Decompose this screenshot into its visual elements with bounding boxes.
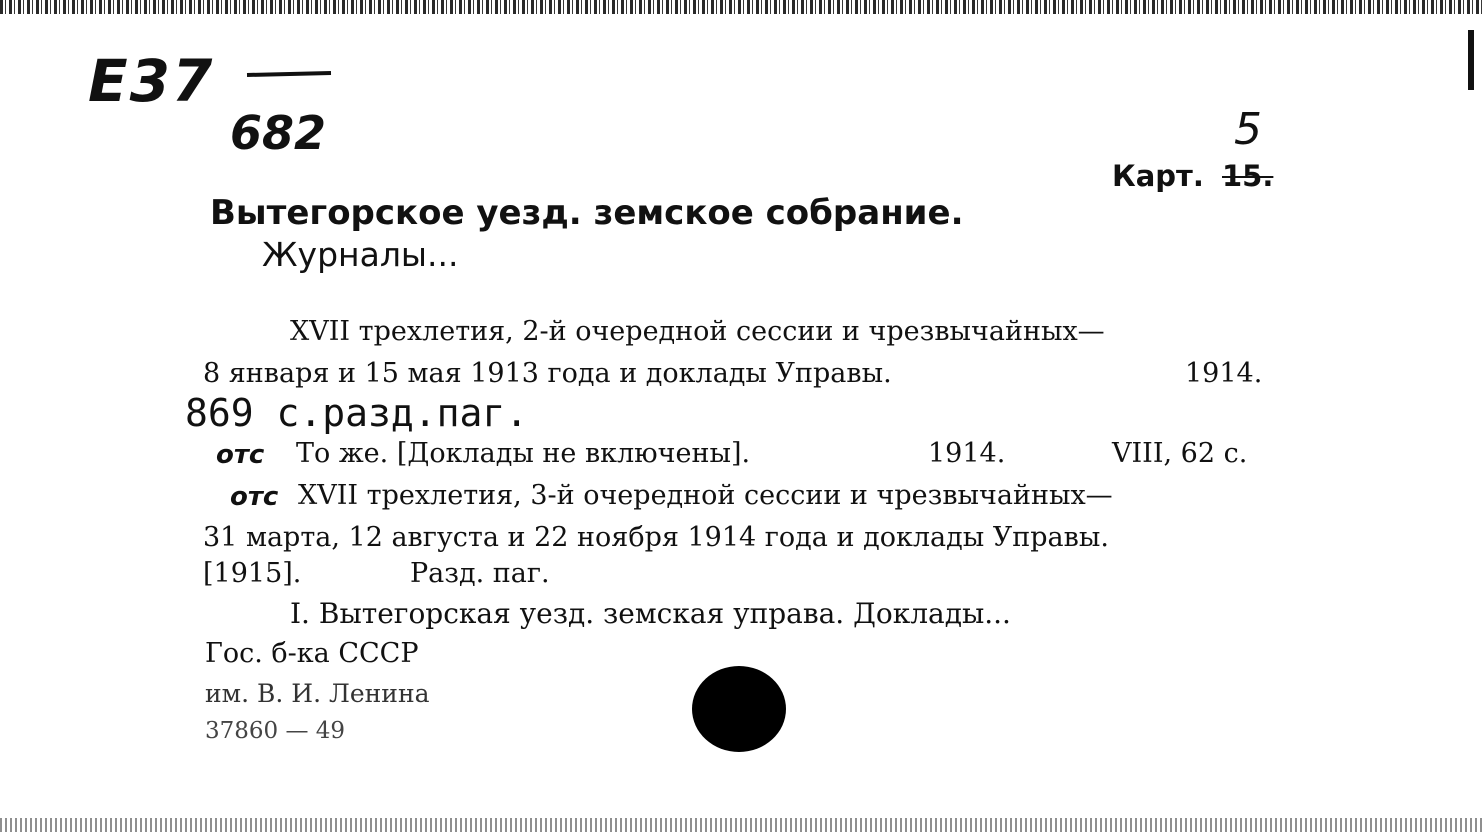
heading-title: Журналы... (262, 235, 459, 274)
card-count-old-value: 15. (1222, 159, 1274, 193)
entry2-mark: отс (216, 440, 265, 470)
shelfmark-fraction-line (245, 70, 335, 80)
entry3-mark: отс (230, 482, 279, 512)
shelfmark-bottom: 682 (230, 106, 327, 160)
added-entry: I. Вытегорская уезд. земская управа. Доклады... (290, 597, 1011, 630)
library-stamp-line3: 37860 — 49 (205, 718, 346, 744)
card-bottom-edge (0, 818, 1482, 832)
entry1-line1: XVII трехлетия, 2-й очередной сессии и чрезвычайных— (290, 316, 1105, 347)
entry2-pages: VIII, 62 с. (1112, 438, 1248, 469)
library-stamp-line2: им. В. И. Ленина (205, 679, 430, 708)
entry3-line1: XVII трехлетия, 3-й очередной сессии и чрезвычайных— (298, 480, 1113, 511)
heading-author: Вытегорское уезд. земское собрание. (210, 193, 964, 233)
entry3-year: [1915]. (203, 558, 302, 589)
entry3-pagination: Разд. паг. (410, 558, 550, 589)
library-stamp-line1: Гос. б-ка СССР (205, 638, 419, 669)
card-right-edge (1468, 30, 1474, 90)
entry1-line2: 8 января и 15 мая 1913 года и доклады Управы. (203, 358, 892, 389)
card-count-label: Карт. (1112, 159, 1204, 193)
entry2-text: То же. [Доклады не включены]. (296, 438, 751, 469)
typed-note: 869 с.разд.паг. (185, 391, 529, 435)
shelfmark-top: Е37 (88, 47, 215, 115)
entry3-line2: 31 марта, 12 августа и 22 ноября 1914 года и доклады Управы. (203, 522, 1109, 553)
punch-hole (692, 666, 786, 752)
entry2-year: 1914. (928, 438, 1006, 469)
entry1-year: 1914. (1185, 358, 1263, 389)
card-top-edge (0, 0, 1482, 14)
card-count-new-value: 5 (1234, 104, 1262, 155)
